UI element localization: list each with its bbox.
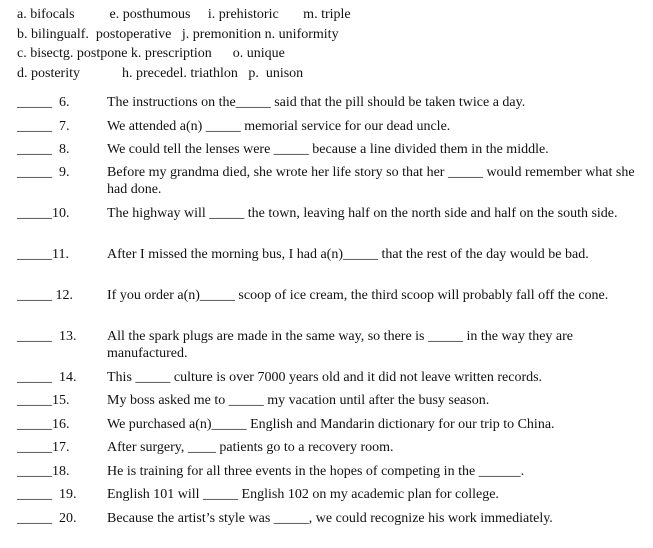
question-text: The instructions on the_____ said that the pill should be taken twice a day. [107,95,526,110]
question-number: _____ 9. [17,165,70,180]
question-9 [17,164,637,198]
question-number: _____ 6. [17,95,70,110]
word-bank-line: a. bifocals e. posthumous i. prehistoric m. triple [17,7,351,22]
question-text: This _____ culture is over 7000 years old and it did not leave written records. [107,370,543,385]
question-17 [17,439,637,456]
question-18 [17,463,637,480]
question-6 [17,94,637,111]
question-number: _____ 13. [17,329,77,344]
question-text: If you order a(n)_____ scoop of ice cream, the third scoop will probably fall off the cone. [107,288,609,303]
question-text: After I missed the morning bus, I had a(n)_____ that the rest of the day would be bad. [107,247,589,262]
question-number: _____10. [17,206,70,221]
question-16 [17,416,637,433]
question-text: My boss asked me to _____ my vacation until after the busy season. [107,393,490,408]
question-number: _____18. [17,464,70,479]
question-13 [17,328,637,362]
question-text: Before my grandma died, she wrote her life story so that her _____ would remember what she had done. [107,165,635,197]
question-number: _____16. [17,417,70,432]
question-text: The highway will _____ the town, leaving half on the north side and half on the south side. [107,206,618,221]
question-15 [17,392,637,409]
question-number: _____ 8. [17,142,70,157]
question-number: _____ 12. [17,288,73,303]
question-12 [17,287,637,304]
question-number: _____ 7. [17,119,70,134]
question-text: We attended a(n) _____ memorial service for our dead uncle. [107,119,451,134]
question-number: _____11. [17,247,69,262]
question-number: _____15. [17,393,70,408]
question-7 [17,118,637,135]
question-text: We purchased a(n)_____ English and Mandarin dictionary for our trip to China. [107,417,555,432]
question-8 [17,141,637,158]
question-19 [17,486,637,503]
question-text: He is training for all three events in the hopes of competing in the ______. [107,464,525,479]
word-bank-line: d. posterity h. precedel. triathlon p. unison [17,66,304,82]
question-number: _____ 20. [17,511,77,526]
question-11 [17,246,637,263]
question-10 [17,205,637,222]
question-14 [17,369,637,386]
question-20 [17,510,637,527]
question-text: All the spark plugs are made in the same way, so there is _____ in the way they are manufactured. [107,329,574,361]
word-bank-line: b. bilingualf. postoperative j. premonition n. uniformity [17,26,339,42]
word-bank-line: c. bisectg. postpone k. prescription o. unique [17,46,285,62]
word-bank [17,5,351,84]
question-text: Because the artist’s style was _____, we could recognize his work immediately. [107,511,553,526]
question-text: English 101 will _____ English 102 on my academic plan for college. [107,487,499,502]
question-number: _____ 19. [17,487,77,502]
question-number: _____17. [17,440,70,455]
question-text: We could tell the lenses were _____ because a line divided them in the middle. [107,142,549,157]
question-text: After surgery, ____ patients go to a recovery room. [107,440,394,455]
question-number: _____ 14. [17,370,77,385]
